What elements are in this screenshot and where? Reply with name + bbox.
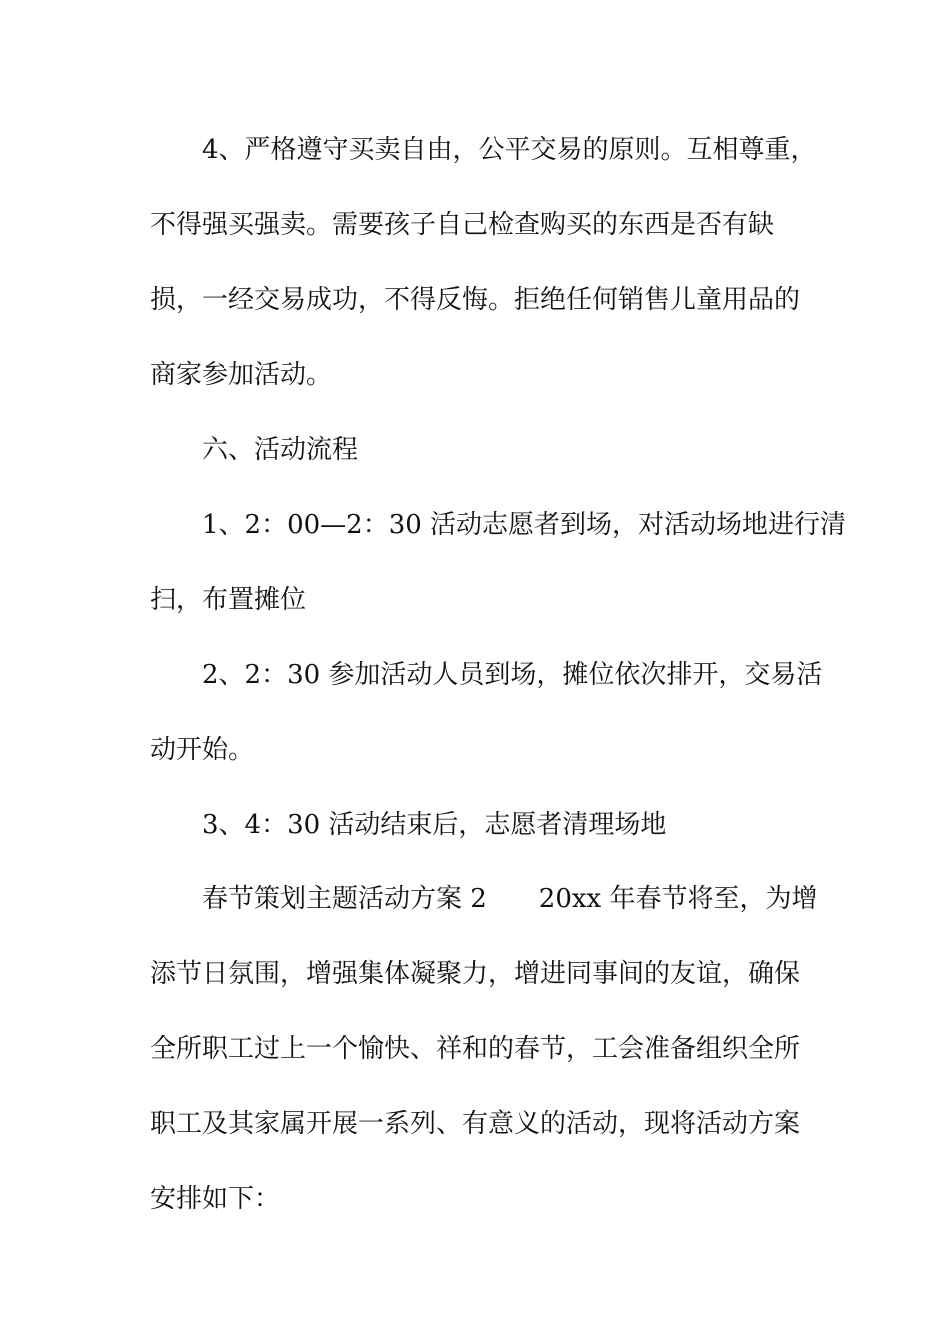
text-line: 扫，布置摊位 xyxy=(150,585,307,615)
text-line: 损，一经交易成功，不得反悔。拒绝任何销售儿童用品的 xyxy=(150,285,801,315)
text-line: 1、2：00—2：30 活动志愿者到场，对活动场地进行清 xyxy=(202,510,847,540)
text-line: 2、2：30 参加活动人员到场，摊位依次排开，交易活 xyxy=(202,660,823,690)
text-line: 商家参加活动。 xyxy=(150,360,333,390)
text-line: 不得强买强卖。需要孩子自己检查购买的东西是否有缺 xyxy=(150,210,775,240)
text-line: 4、严格遵守买卖自由，公平交易的原则。互相尊重， xyxy=(202,135,817,165)
text-line: 添节日氛围，增强集体凝聚力，增进同事间的友谊，确保 xyxy=(150,959,801,989)
text-line: 全所职工过上一个愉快、祥和的春节，工会准备组织全所 xyxy=(150,1034,801,1064)
text-line: 安排如下： xyxy=(150,1184,281,1214)
text-line: 春节策划主题活动方案 2 20xx 年春节将至，为增 xyxy=(202,884,818,914)
section-heading: 六、活动流程 xyxy=(202,435,359,465)
text-line: 职工及其家属开展一系列、有意义的活动，现将活动方案 xyxy=(150,1109,801,1139)
text-line: 动开始。 xyxy=(150,735,255,765)
text-line: 3、4：30 活动结束后，志愿者清理场地 xyxy=(202,810,667,840)
